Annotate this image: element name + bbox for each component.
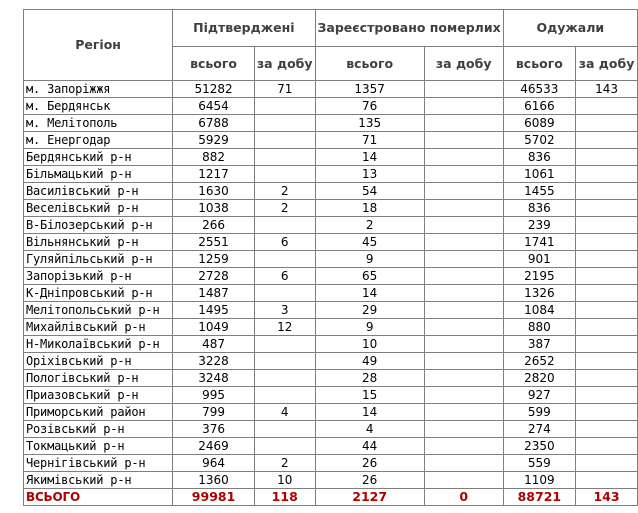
cell-confirmed-daily: 2: [254, 200, 315, 217]
table-row: [24, 268, 638, 285]
header-region: Регіон: [24, 10, 173, 81]
cell-confirmed-daily: [254, 285, 315, 302]
cell-deaths-total: 14: [315, 404, 424, 421]
cell-region: Приморський район: [24, 404, 173, 421]
cell-confirmed-total: 2551: [173, 234, 255, 251]
cell-confirmed-total: 1038: [173, 200, 255, 217]
cell-recovered-daily: [576, 370, 638, 387]
cell-deaths-total: 29: [315, 302, 424, 319]
cell-recovered-daily: [576, 166, 638, 183]
cell-recovered-total: 836: [503, 149, 575, 166]
cell-confirmed-total: 5929: [173, 132, 255, 149]
cell-deaths-total: 13: [315, 166, 424, 183]
cell-region: Пологівський р-н: [24, 370, 173, 387]
cell-recovered-daily: [576, 115, 638, 132]
cell-recovered-total: 1741: [503, 234, 575, 251]
cell-recovered-daily: [576, 234, 638, 251]
cell-confirmed-total: 799: [173, 404, 255, 421]
cell-confirmed-total: 1487: [173, 285, 255, 302]
cell-deaths-daily: [424, 370, 503, 387]
cell-deaths-total: 76: [315, 98, 424, 115]
cell-recovered-total: 559: [503, 455, 575, 472]
cell-region: К-Дніпровський р-н: [24, 285, 173, 302]
cell-deaths-total: 54: [315, 183, 424, 200]
cell-recovered-total: 1109: [503, 472, 575, 489]
cell-recovered-daily: [576, 268, 638, 285]
cell-deaths-daily: [424, 115, 503, 132]
cell-confirmed-daily: 6: [254, 268, 315, 285]
cell-recovered-total: 387: [503, 336, 575, 353]
cell-deaths-total: 9: [315, 251, 424, 268]
cell-deaths-daily: [424, 319, 503, 336]
total-recovered-daily: 143: [576, 489, 638, 506]
cell-confirmed-daily: [254, 166, 315, 183]
cell-confirmed-daily: 6: [254, 234, 315, 251]
cell-confirmed-total: 6454: [173, 98, 255, 115]
cell-confirmed-daily: [254, 370, 315, 387]
cell-deaths-total: 14: [315, 285, 424, 302]
header-deaths-total: всього: [315, 47, 424, 81]
cell-recovered-total: 2652: [503, 353, 575, 370]
cell-confirmed-daily: [254, 149, 315, 166]
cell-deaths-daily: [424, 387, 503, 404]
cell-recovered-total: 2820: [503, 370, 575, 387]
cell-confirmed-daily: [254, 353, 315, 370]
table-row: [24, 404, 638, 421]
cell-deaths-daily: [424, 149, 503, 166]
table-row: [24, 217, 638, 234]
cell-confirmed-daily: [254, 115, 315, 132]
total-confirmed-daily: 118: [254, 489, 315, 506]
total-recovered-total: 88721: [503, 489, 575, 506]
cell-deaths-daily: [424, 285, 503, 302]
total-row: [24, 489, 638, 506]
cell-confirmed-total: 3228: [173, 353, 255, 370]
header-deaths: Зареєстровано померлих: [315, 10, 503, 47]
cell-recovered-total: 2350: [503, 438, 575, 455]
cell-deaths-total: 18: [315, 200, 424, 217]
covid-stats-table-wrapper: [23, 9, 638, 506]
cell-recovered-total: 239: [503, 217, 575, 234]
cell-recovered-daily: [576, 438, 638, 455]
header-recovered-daily: за добу: [576, 47, 638, 81]
cell-confirmed-daily: 71: [254, 81, 315, 98]
table-row: [24, 353, 638, 370]
cell-recovered-daily: [576, 319, 638, 336]
cell-recovered-total: 836: [503, 200, 575, 217]
cell-confirmed-daily: [254, 251, 315, 268]
cell-deaths-daily: [424, 438, 503, 455]
cell-recovered-total: 1061: [503, 166, 575, 183]
table-row: [24, 421, 638, 438]
cell-deaths-total: 1357: [315, 81, 424, 98]
cell-region: Оріхівський р-н: [24, 353, 173, 370]
cell-deaths-daily: [424, 472, 503, 489]
cell-recovered-daily: [576, 336, 638, 353]
cell-deaths-total: 135: [315, 115, 424, 132]
cell-region: Гуляйпільський р-н: [24, 251, 173, 268]
cell-confirmed-total: 1259: [173, 251, 255, 268]
cell-confirmed-daily: 2: [254, 455, 315, 472]
cell-deaths-total: 45: [315, 234, 424, 251]
cell-recovered-daily: [576, 285, 638, 302]
cell-deaths-total: 2: [315, 217, 424, 234]
cell-region: м. Бердянськ: [24, 98, 173, 115]
table-row: [24, 251, 638, 268]
header-confirmed-daily: за добу: [254, 47, 315, 81]
table-row: [24, 183, 638, 200]
cell-deaths-total: 26: [315, 455, 424, 472]
cell-deaths-total: 10: [315, 336, 424, 353]
total-region: ВСЬОГО: [24, 489, 173, 506]
covid-stats-table: [23, 9, 638, 506]
cell-deaths-daily: [424, 268, 503, 285]
cell-deaths-total: 28: [315, 370, 424, 387]
cell-confirmed-daily: [254, 217, 315, 234]
cell-confirmed-daily: 10: [254, 472, 315, 489]
table-row: [24, 387, 638, 404]
cell-deaths-total: 65: [315, 268, 424, 285]
cell-confirmed-daily: [254, 387, 315, 404]
cell-recovered-daily: [576, 132, 638, 149]
header-deaths-daily: за добу: [424, 47, 503, 81]
cell-recovered-total: 46533: [503, 81, 575, 98]
cell-confirmed-total: 1495: [173, 302, 255, 319]
table-row: [24, 149, 638, 166]
table-row: [24, 438, 638, 455]
cell-recovered-total: 880: [503, 319, 575, 336]
cell-deaths-daily: [424, 336, 503, 353]
cell-region: Мелітопольський р-н: [24, 302, 173, 319]
cell-confirmed-daily: [254, 438, 315, 455]
cell-recovered-total: 5702: [503, 132, 575, 149]
cell-confirmed-total: 266: [173, 217, 255, 234]
header-confirmed: Підтверджені: [173, 10, 315, 47]
table-row: [24, 472, 638, 489]
cell-region: м. Мелітополь: [24, 115, 173, 132]
cell-confirmed-total: 6788: [173, 115, 255, 132]
cell-confirmed-total: 2469: [173, 438, 255, 455]
header-confirmed-total: всього: [173, 47, 255, 81]
cell-region: Приазовський р-н: [24, 387, 173, 404]
cell-deaths-daily: [424, 200, 503, 217]
cell-confirmed-total: 2728: [173, 268, 255, 285]
total-deaths-daily: 0: [424, 489, 503, 506]
cell-confirmed-daily: 2: [254, 183, 315, 200]
cell-region: Вільнянський р-н: [24, 234, 173, 251]
cell-deaths-daily: [424, 132, 503, 149]
table-row: [24, 234, 638, 251]
cell-deaths-daily: [424, 353, 503, 370]
cell-deaths-daily: [424, 234, 503, 251]
table-row: [24, 115, 638, 132]
cell-recovered-total: 927: [503, 387, 575, 404]
cell-deaths-daily: [424, 81, 503, 98]
cell-recovered-total: 6089: [503, 115, 575, 132]
cell-region: Розівський р-н: [24, 421, 173, 438]
cell-deaths-daily: [424, 404, 503, 421]
table-row: [24, 98, 638, 115]
cell-deaths-daily: [424, 217, 503, 234]
cell-confirmed-total: 882: [173, 149, 255, 166]
cell-deaths-total: 15: [315, 387, 424, 404]
table-body: [24, 81, 638, 506]
table-row: [24, 319, 638, 336]
cell-recovered-daily: [576, 472, 638, 489]
cell-recovered-daily: [576, 455, 638, 472]
header-recovered-total: всього: [503, 47, 575, 81]
cell-recovered-total: 1084: [503, 302, 575, 319]
cell-recovered-daily: [576, 217, 638, 234]
cell-region: Н-Миколаївський р-н: [24, 336, 173, 353]
cell-recovered-total: 1455: [503, 183, 575, 200]
table-row: [24, 81, 638, 98]
cell-recovered-daily: [576, 149, 638, 166]
cell-deaths-total: 71: [315, 132, 424, 149]
cell-confirmed-total: 1360: [173, 472, 255, 489]
cell-recovered-total: 2195: [503, 268, 575, 285]
cell-confirmed-total: 964: [173, 455, 255, 472]
cell-region: м. Запоріжжя: [24, 81, 173, 98]
cell-deaths-total: 26: [315, 472, 424, 489]
cell-deaths-daily: [424, 183, 503, 200]
cell-deaths-daily: [424, 166, 503, 183]
cell-recovered-daily: [576, 353, 638, 370]
header-recovered: Одужали: [503, 10, 637, 47]
cell-deaths-total: 44: [315, 438, 424, 455]
cell-recovered-total: 599: [503, 404, 575, 421]
cell-region: В-Білозерський р-н: [24, 217, 173, 234]
cell-region: Більмацький р-н: [24, 166, 173, 183]
header-row-top: [24, 10, 638, 47]
cell-recovered-total: 1326: [503, 285, 575, 302]
table-row: [24, 336, 638, 353]
cell-deaths-total: 4: [315, 421, 424, 438]
table-row: [24, 370, 638, 387]
cell-deaths-daily: [424, 421, 503, 438]
cell-region: Запорізький р-н: [24, 268, 173, 285]
cell-confirmed-daily: [254, 98, 315, 115]
table-row: [24, 302, 638, 319]
cell-recovered-daily: [576, 251, 638, 268]
cell-recovered-daily: [576, 98, 638, 115]
table-row: [24, 285, 638, 302]
cell-confirmed-daily: 12: [254, 319, 315, 336]
cell-confirmed-daily: [254, 336, 315, 353]
cell-recovered-daily: [576, 421, 638, 438]
total-deaths-total: 2127: [315, 489, 424, 506]
cell-region: Чернігівський р-н: [24, 455, 173, 472]
cell-confirmed-total: 51282: [173, 81, 255, 98]
cell-region: Токмацький р-н: [24, 438, 173, 455]
cell-confirmed-daily: [254, 421, 315, 438]
cell-recovered-total: 901: [503, 251, 575, 268]
cell-recovered-daily: [576, 200, 638, 217]
cell-region: Бердянський р-н: [24, 149, 173, 166]
cell-confirmed-total: 1049: [173, 319, 255, 336]
cell-recovered-daily: 143: [576, 81, 638, 98]
cell-confirmed-total: 487: [173, 336, 255, 353]
cell-recovered-daily: [576, 387, 638, 404]
cell-recovered-total: 6166: [503, 98, 575, 115]
cell-region: Михайлівський р-н: [24, 319, 173, 336]
cell-confirmed-total: 3248: [173, 370, 255, 387]
cell-deaths-total: 9: [315, 319, 424, 336]
cell-deaths-daily: [424, 98, 503, 115]
cell-confirmed-total: 1630: [173, 183, 255, 200]
cell-confirmed-daily: [254, 132, 315, 149]
cell-confirmed-daily: 4: [254, 404, 315, 421]
table-row: [24, 166, 638, 183]
cell-deaths-daily: [424, 251, 503, 268]
cell-region: Якимівський р-н: [24, 472, 173, 489]
total-confirmed-total: 99981: [173, 489, 255, 506]
cell-confirmed-total: 995: [173, 387, 255, 404]
cell-region: Василівський р-н: [24, 183, 173, 200]
cell-deaths-total: 14: [315, 149, 424, 166]
cell-recovered-daily: [576, 302, 638, 319]
cell-region: Веселівський р-н: [24, 200, 173, 217]
cell-deaths-daily: [424, 455, 503, 472]
cell-confirmed-daily: 3: [254, 302, 315, 319]
table-row: [24, 200, 638, 217]
cell-confirmed-total: 376: [173, 421, 255, 438]
cell-recovered-daily: [576, 404, 638, 421]
table-row: [24, 455, 638, 472]
cell-recovered-daily: [576, 183, 638, 200]
cell-recovered-total: 274: [503, 421, 575, 438]
cell-confirmed-total: 1217: [173, 166, 255, 183]
table-row: [24, 132, 638, 149]
cell-region: м. Енергодар: [24, 132, 173, 149]
cell-deaths-total: 49: [315, 353, 424, 370]
cell-deaths-daily: [424, 302, 503, 319]
